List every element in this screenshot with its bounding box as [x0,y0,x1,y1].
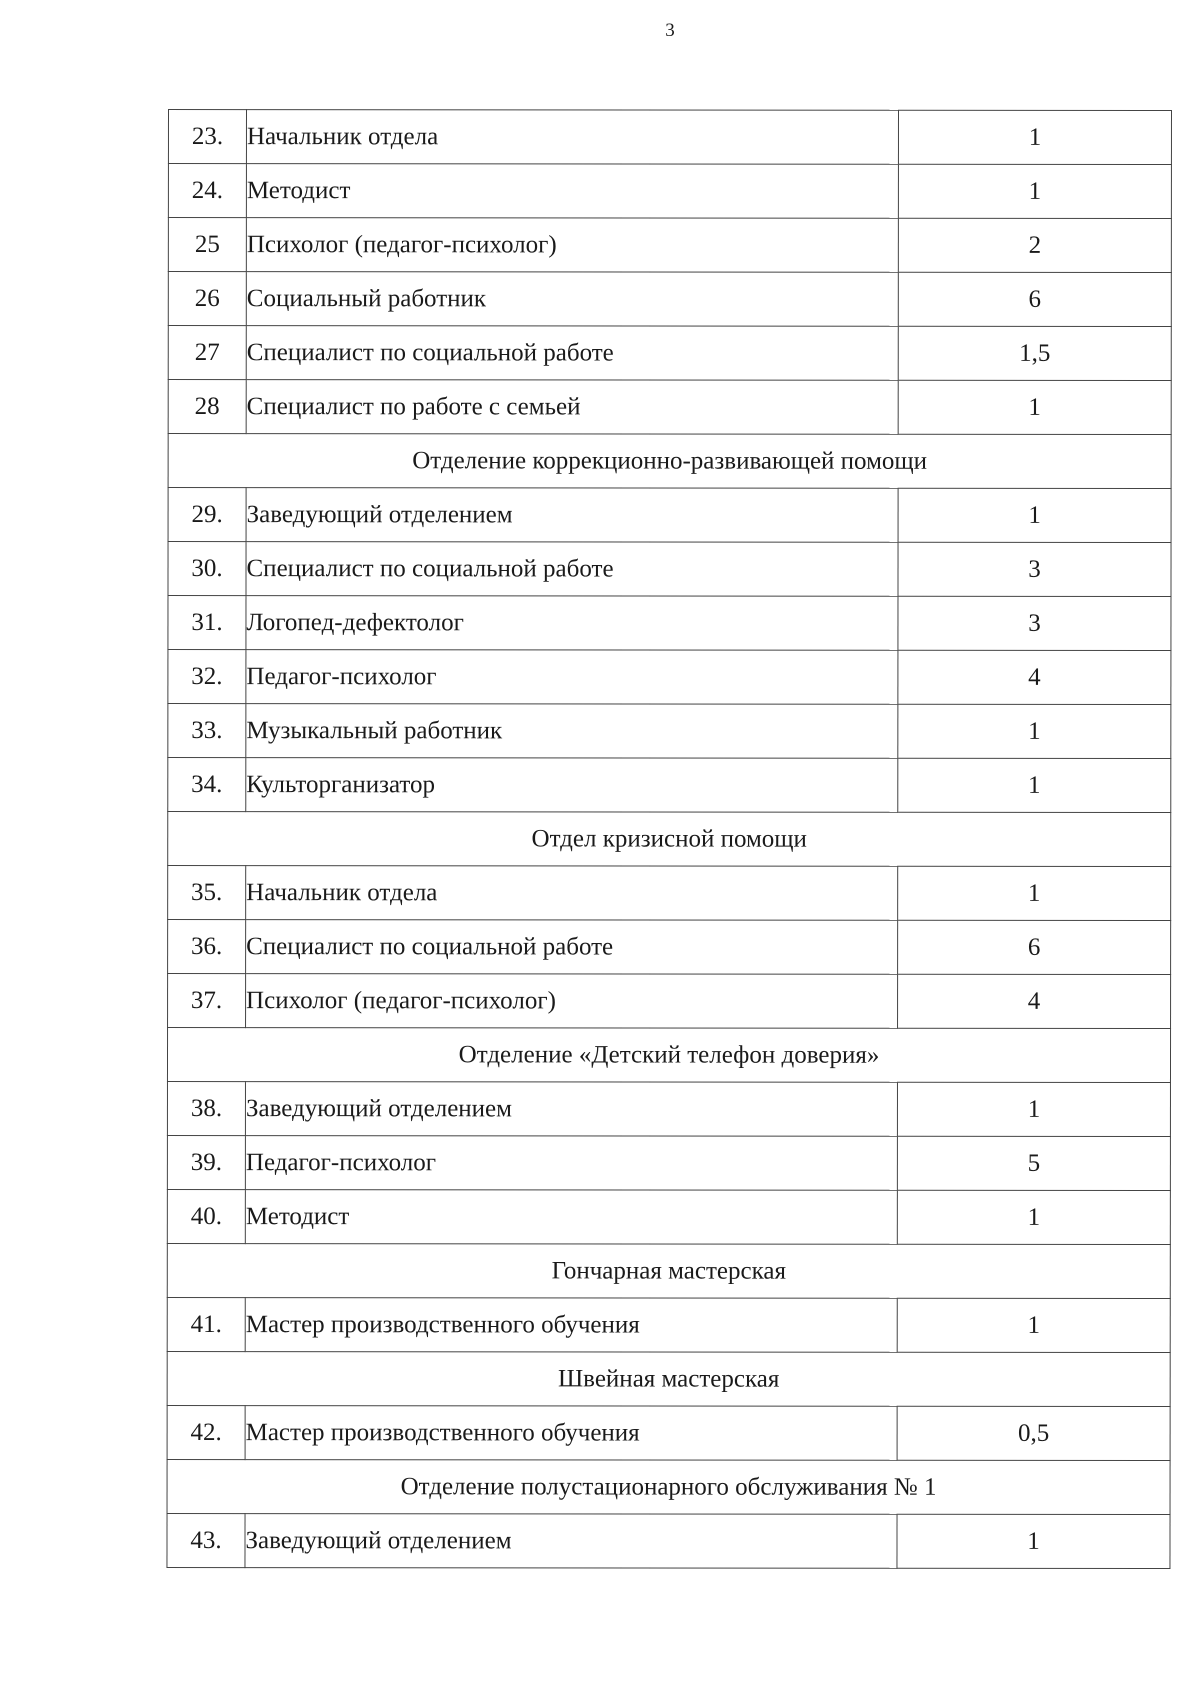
position-title: Начальник отдела [246,866,898,921]
table-row [168,164,1171,219]
position-title: Специалист по работе с семьей [246,380,898,435]
staff-count: 1 [898,866,1171,920]
staffing-table-body [167,110,1172,1569]
position-title: Специалист по социальной работе [246,920,898,975]
section-title: Отдел кризисной помощи [168,812,1171,867]
position-title: Педагог-психолог [245,1136,897,1191]
table-row [168,542,1171,597]
position-title: Педагог-психолог [246,650,898,705]
table-row [167,1136,1170,1191]
position-title: Музыкальный работник [246,704,898,759]
section-header-row [168,812,1171,867]
staff-count: 4 [898,650,1171,704]
row-number: 27 [168,326,246,380]
staff-count: 6 [898,920,1171,974]
position-title: Методист [245,1190,897,1245]
section-header-row [167,1351,1170,1406]
row-number: 26 [168,272,246,326]
staff-count: 1 [897,1082,1170,1136]
position-title: Начальник отдела [246,110,898,165]
staff-count: 1 [898,488,1171,542]
row-number: 41. [167,1297,245,1351]
position-title: Заведующий отделением [246,488,898,543]
table-row [168,758,1171,813]
position-title: Мастер производственного обучения [245,1406,897,1461]
page-number: 3 [665,20,675,41]
staff-count: 1 [898,704,1171,758]
table-row [168,704,1171,759]
row-number: 24. [168,164,246,218]
staff-count: 6 [898,272,1171,326]
row-number: 34. [168,758,246,812]
staff-count: 1 [898,110,1171,164]
row-number: 40. [167,1189,245,1243]
position-title: Психолог (педагог-психолог) [246,974,898,1029]
staff-count: 1 [898,758,1171,812]
row-number: 37. [168,974,246,1028]
row-number: 36. [168,920,246,974]
table-row [168,110,1171,165]
table-row [167,1405,1170,1460]
staff-count: 3 [898,542,1171,596]
table-row [167,1297,1170,1352]
section-title: Швейная мастерская [167,1351,1170,1406]
section-title: Отделение «Детский телефон доверия» [167,1028,1170,1083]
position-title: Культорганизатор [246,758,898,813]
table-row [167,1189,1170,1244]
row-number: 23. [168,110,246,164]
table-row [167,1082,1170,1137]
staff-count: 1,5 [898,326,1171,380]
staff-count: 1 [898,380,1171,434]
position-title: Логопед-дефектолог [246,596,898,651]
staff-count: 0,5 [897,1406,1170,1460]
staff-count: 1 [897,1190,1170,1244]
staff-count: 1 [898,164,1171,218]
position-title: Методист [246,164,898,219]
table-row [168,920,1171,975]
row-number: 28 [168,380,246,434]
table-row [168,380,1171,435]
row-number: 33. [168,704,246,758]
position-title: Психолог (педагог-психолог) [246,218,898,273]
section-title: Отделение коррекционно-развивающей помощи [168,434,1171,489]
section-header-row [167,1243,1170,1298]
row-number: 25 [168,218,246,272]
position-title: Социальный работник [246,272,898,327]
table-row [168,596,1171,651]
table-row [168,866,1171,921]
staff-count: 2 [898,218,1171,272]
position-title: Заведующий отделением [245,1514,897,1569]
row-number: 32. [168,650,246,704]
table-row [168,326,1171,381]
staff-count: 1 [897,1514,1170,1568]
staff-count: 4 [898,974,1171,1028]
table-row [168,650,1171,705]
table-row [168,272,1171,327]
position-title: Специалист по социальной работе [246,326,898,381]
section-header-row [167,1459,1170,1514]
row-number: 42. [167,1405,245,1459]
staff-count: 3 [898,596,1171,650]
staff-count: 1 [897,1298,1170,1352]
section-title: Гончарная мастерская [167,1243,1170,1298]
table-row [168,974,1171,1029]
table-row [168,488,1171,543]
row-number: 31. [168,596,246,650]
section-header-row [167,1028,1170,1083]
section-title: Отделение полустационарного обслуживания № 1 [167,1459,1170,1514]
table-row [167,1513,1170,1568]
row-number: 29. [168,488,246,542]
section-header-row [168,434,1171,489]
position-title: Мастер производственного обучения [245,1298,897,1353]
staffing-table [166,109,1172,1569]
row-number: 39. [167,1136,245,1190]
position-title: Специалист по социальной работе [246,542,898,597]
row-number: 38. [167,1082,245,1136]
staff-count: 5 [897,1136,1170,1190]
table-row [168,218,1171,273]
row-number: 30. [168,542,246,596]
position-title: Заведующий отделением [245,1082,897,1137]
row-number: 35. [168,866,246,920]
row-number: 43. [167,1513,245,1567]
